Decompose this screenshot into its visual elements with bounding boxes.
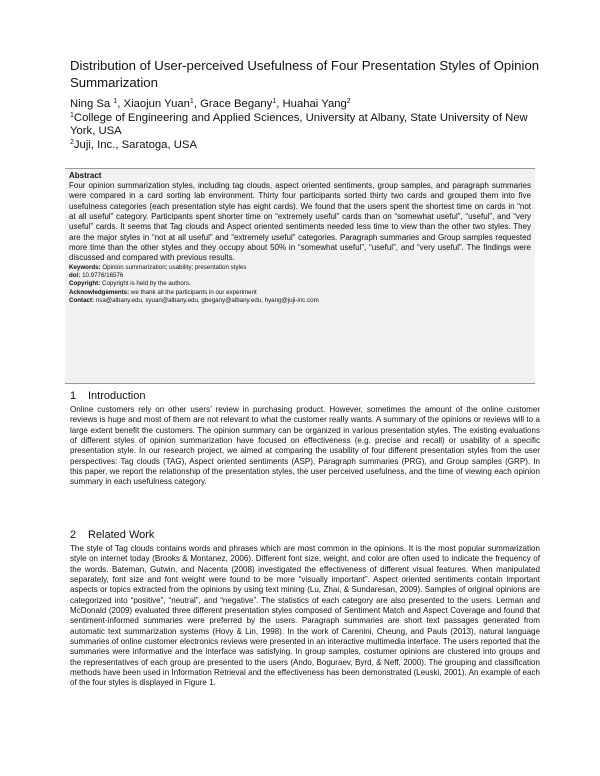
section-title: Related Work: [88, 529, 155, 541]
contact-line: [69, 297, 531, 305]
meta-label: Keywords:: [69, 263, 101, 271]
section-title: Introduction: [88, 390, 146, 402]
affiliation: [70, 112, 540, 139]
meta-value: 10.9776/16576: [80, 272, 124, 280]
author-name: Huahai Yang: [282, 98, 347, 110]
section-heading-introduction: [70, 390, 145, 403]
abstract-heading: Abstract: [69, 171, 102, 180]
acknowledgements-line: [69, 289, 531, 297]
author-sup: 1: [189, 98, 194, 105]
doi-line: [69, 272, 531, 280]
author-name: Ning Sa: [70, 98, 111, 110]
author-sup: 1: [113, 98, 118, 105]
meta-value: Opinion summarization; usability; presentation styles: [100, 263, 247, 271]
affiliation-sup: 2: [70, 138, 74, 146]
author-block: [70, 98, 540, 152]
meta-label: Copyright:: [69, 280, 101, 288]
keywords-line: [69, 264, 531, 272]
abstract-meta: [69, 264, 531, 305]
meta-value: Copyright is held by the authors.: [100, 280, 191, 288]
paper-title: Distribution of User-perceived Usefulness of Four Presentation Styles of Opinion Summarization: [70, 58, 540, 90]
section-number: 1: [70, 390, 77, 402]
section-number: 2: [70, 529, 77, 541]
author-sup: 2: [346, 98, 351, 105]
meta-value: nsa@albany.edu, xyuan@albany.edu, gbegany@albany.edu, hyang@juji-inc.com: [94, 296, 319, 304]
author-list: Ning Sa $^1$, Xiaojun Yuan$^1$, Grace Begany$^1$, Huahai Yang$^2$: [70, 98, 351, 110]
author-name: Xiaojun Yuan: [123, 98, 190, 110]
introduction-paragraph: Online customers rely on other users’ review in purchasing product. However, sometimes the amount of the online customer reviews is huge and most of them are not relevant to what the customer really wants. A summary of the opinions or reviews will to a large extent benefit the customers. The opinion summary can be organized in various presentation styles. The existing evaluations of different styles of opinion summarization have focused on effectiveness (e.g. precise and recall) or usability of a specific presentation style. In our research project, we aimed at comparing the usability of four different presentation styles from the user perspectives: Tag clouds (TAG), Aspect oriented sentiments (ASP), Paragraph summaries (PRG), and Group samples (GRP). In this paper, we report the relationship of the presentation styles, the user perceived usefulness, and the time of viewing each opinion summary in each usefulness category.: [70, 405, 540, 487]
abstract-text: Four opinion summarization styles, including tag clouds, aspect oriented sentiments, group samples, and paragraph summaries were compared in a card sorting lab environment. Thirty four participants sorted thirty two cards and grouped them into five usefulness categories (each presentation style has eight cards). We found that the users spent the shortest time on cards in “not at all useful” category. Participants spent shorter time on “extremely useful” cards than on “somewhat useful”, “useful”, and “very useful” cards. It seems that Tag clouds and Aspect oriented sentiments needed less time to view than the other two styles. They are the major styles in “not at all useful” and “extremely useful” categories. Paragraph summaries and Group samples requested more time than the other styles and they occupy about 50% in “somewhat useful”, “useful”, and “very useful”. The findings were discussed and compared with previous results.: [69, 181, 531, 263]
section-heading-related-work: [70, 529, 154, 542]
author-sup: 1: [272, 98, 277, 105]
author-name: Grace Begany: [200, 98, 273, 110]
meta-label: Contact:: [69, 296, 95, 304]
meta-label: doi:: [69, 272, 81, 280]
affiliation: [70, 139, 540, 153]
affiliation-sup: 1: [70, 111, 74, 119]
copyright-line: [69, 280, 531, 288]
related-work-paragraph: The style of Tag clouds contains words and phrases which are most common in the opinions. It is the most popular summarization style on internet today (Brooks & Montanez, 2006). Different font size, weight, and color are often used to indicate the frequency of the words. Bateman, Gutwin, and Nacenta (2008) investigated the effectiveness of different visual features. When manipulated separately, font size and font weight were found to be more “visually important”. Aspect oriented sentiments contain important aspects or topics extracted from the opinions by using text mining (Lu, Zhai, & Sundaresan, 2009). Samples of original opinions are categorized into “positive”, “neutral”, and “negative”. The statistics of each category are also presented to the users. Lerman and McDonald (2009) evaluated three different presentation styles composed of Sentiment Match and Aspect Coverage and found that sentiment-informed summaries were preferred by the users. Paragraph summaries are short text passages generated from automatic text summarization systems (Hovy & Lin, 1998). In the work of Carenini, Cheung, and Pauls (2013), natural language summaries of online customer electronics reviews were presented in an interactive multimedia interface. The users reported that the summaries were informative and the interface was satisfying. In group samples, costumer opinions are clustered into groups and the representatives of each group are presented to the users (Ando, Boguraev, Byrd, & Neff, 2000). The grouping and classification methods have been used in Information Retrieval and the effectiveness has been demonstrated (Leuski, 2001). An example of each of the four styles is displayed in Figure 1.: [70, 544, 540, 688]
abstract-box: [65, 168, 535, 384]
meta-value: we thank all the participants in our experiment: [129, 288, 257, 296]
meta-label: Acknowledgements:: [69, 288, 130, 296]
affiliation-text: Juji, Inc., Saratoga, USA: [73, 138, 197, 151]
affiliation-text: College of Engineering and Applied Sciences, University at Albany, State University of New York, USA: [70, 111, 528, 137]
